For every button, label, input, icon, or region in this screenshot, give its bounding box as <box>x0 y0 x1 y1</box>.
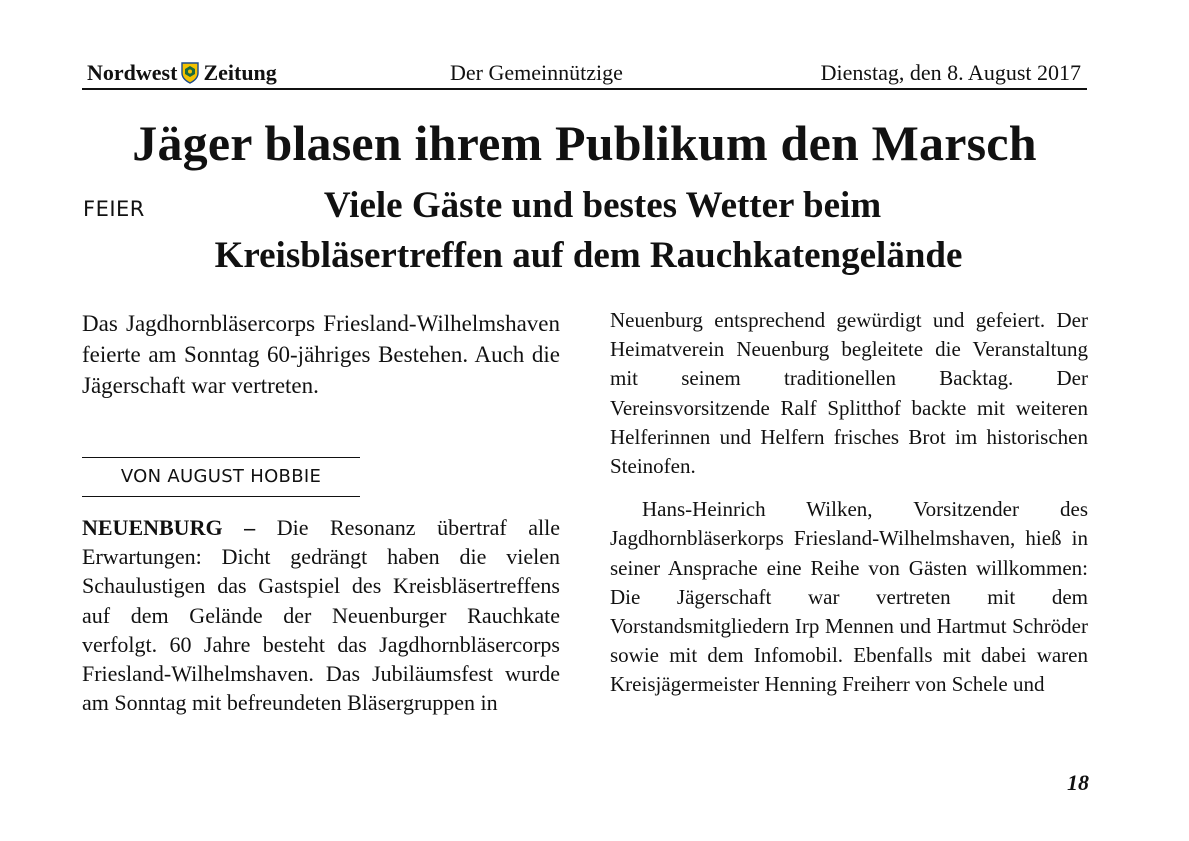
issue-date: Dienstag, den 8. August 2017 <box>820 60 1081 85</box>
coat-of-arms-icon <box>181 62 199 84</box>
brand-name-right: Zeitung <box>203 60 277 85</box>
section-name: Der Gemeinnützige <box>450 60 623 85</box>
newspaper-logo <box>87 60 277 86</box>
subheadline-line-2: Kreisbläsertreffen auf dem Rauchkatengelände <box>214 235 963 276</box>
headline: Jäger blasen ihrem Publikum den Marsch <box>132 115 1037 171</box>
body-text-left: Die Resonanz übertraf alle Erwartungen: Dicht gedrängt haben die vielen Schaulustigen das Gastspiel des Kreisbläsertreffens auf dem Gelände der Neuenburger Rauchkate verfolgt. 60 Jahre besteht das Jagdhornbläsercorps Friesland-Wilhelmshaven. Das Jubiläumsfest wurde am Sonntag mit befreundeten Bläsergruppen in <box>82 515 561 716</box>
body-paragraph-1: Neuenburg entsprechend gewürdigt und gefeiert. Der Heimatverein Neuenburg begleitete die Veranstaltung mit seinem traditionellen Backtag. Der Vereinsvorsitzende Ralf Splitthof backte mit weiteren Helferinnen und Helfern frisches Brot im historischen Steinofen. <box>610 308 1088 479</box>
body-column-left <box>82 513 560 717</box>
body-column-right <box>610 306 1088 700</box>
byline: VON AUGUST HOBBIE <box>82 457 360 497</box>
kicker: FEIER <box>83 197 145 221</box>
body-paragraph-2: Hans-Heinrich Wilken, Vorsitzender des Jagdhornbläserkorps Friesland-Wilhelmshaven, hieß in seiner Ansprache eine Reihe von Gästen willkommen: Die Jägerschaft war vertreten mit dem Vorstandsmitgliedern Irp Mennen und Hartmut Schröder sowie mit dem Infomobil. Ebenfalls mit dabei waren Kreisjägermeister Henning Freiherr von Schele und <box>610 497 1088 697</box>
lead-paragraph <box>82 308 560 401</box>
dateline: NEUENBURG – <box>82 515 256 540</box>
subheadline-line-1: Viele Gäste und bestes Wetter beim <box>323 185 882 226</box>
masthead <box>82 58 1087 90</box>
brand-name-left: Nordwest <box>87 60 178 85</box>
page-number: 18 <box>1067 770 1089 795</box>
lead-text: Das Jagdhornbläsercorps Friesland-Wilhelmshaven feierte am Sonntag 60-jähriges Bestehen. Auch die Jägerschaft war vertreten. <box>82 311 560 398</box>
